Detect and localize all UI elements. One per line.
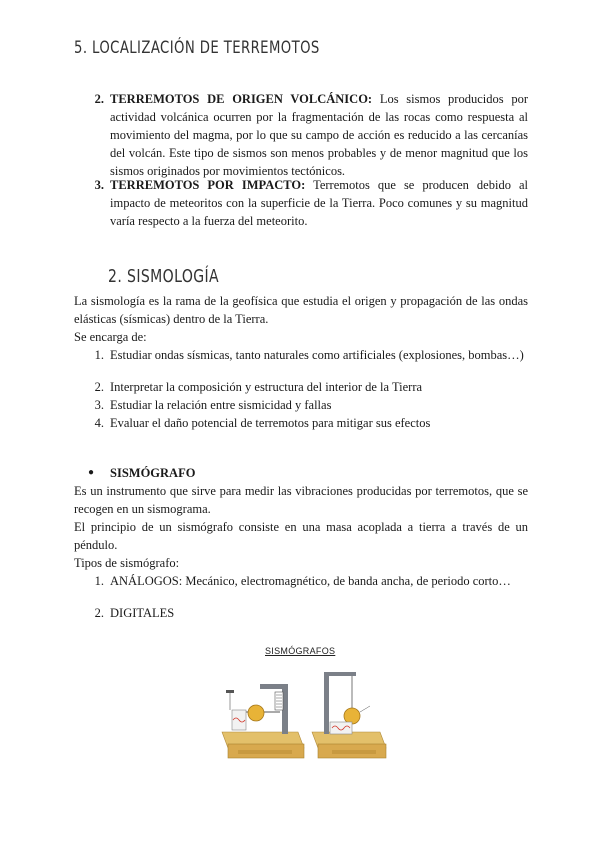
list-number: 1. [94, 348, 104, 362]
item-text: Terremotos que se producen debido al impacto de meteoritos con la superficie de la Tierra. Poco comunes y su magnitud varía respecto a la fuerza del meteorito. [110, 178, 529, 228]
sismografo-definition: Es un instrumento que sirve para medir las vibraciones producidas por terremotos, que se recogen en un sismograma. [74, 484, 528, 516]
list-number: 1. [94, 574, 104, 588]
bullet-icon: ● [88, 467, 95, 478]
vertical-seismograph [312, 672, 386, 758]
list-item-text: Estudiar ondas sísmicas, tanto naturales como artificiales (explosiones, bombas…) [110, 348, 524, 362]
list-item-text: Interpretar la composición y estructura del interior de la Tierra [110, 380, 423, 394]
sismografo-principle: El principio de un sismógrafo consiste en una masa acoplada a tierra a través de un péndulo. [74, 520, 528, 552]
item-text: Los sismos producidos por actividad volcánica ocurren por la fragmentación de las rocas como respuesta al movimiento del magma, por lo que su campo de acción es reducido a las cercanías del volcán. Este tipo de sismos son menos probables y de menor magnitud que los sismos originados por movimientos tectónicos. [110, 92, 528, 178]
list-item-text: Evaluar el daño potencial de terremotos para mitigar sus efectos [110, 416, 431, 430]
list-number: 2. [94, 606, 104, 620]
list-item-text: ANÁLOGOS: Mecánico, electromagnético, de banda ancha, de periodo corto… [110, 574, 511, 588]
list-number: 4. [94, 416, 104, 430]
intro-paragraph: La sismología es la rama de la geofísica que estudia el origen y propagación de las ondas elásticas (sísmicas) dentro de la Tierra. [74, 294, 528, 326]
item-title: TERREMOTOS POR IMPACTO: [110, 178, 306, 192]
list-item-text: Estudiar la relación entre sismicidad y fallas [110, 398, 332, 412]
list-item-body [110, 176, 528, 230]
item-title: TERREMOTOS DE ORIGEN VOLCÁNICO: [110, 92, 373, 106]
section-heading-sismologia: 2. SISMOLOGÍA [108, 266, 220, 287]
list-number: 2. [94, 92, 104, 106]
encarga-label: Se encarga de: [74, 330, 147, 344]
section-heading-localizacion: 5. LOCALIZACIÓN DE TERREMOTOS [74, 38, 320, 58]
tipos-label: Tipos de sismógrafo: [74, 556, 180, 570]
list-item-text: DIGITALES [110, 606, 175, 620]
figure-title: SISMÓGRAFOS [265, 646, 336, 656]
list-number: 2. [94, 380, 104, 394]
seismograph-illustration [220, 670, 390, 760]
list-number: 3. [94, 398, 104, 412]
sismografo-title: SISMÓGRAFO [110, 466, 196, 480]
list-number: 3. [94, 178, 104, 192]
list-item-body [110, 90, 528, 180]
horizontal-seismograph [222, 684, 304, 758]
